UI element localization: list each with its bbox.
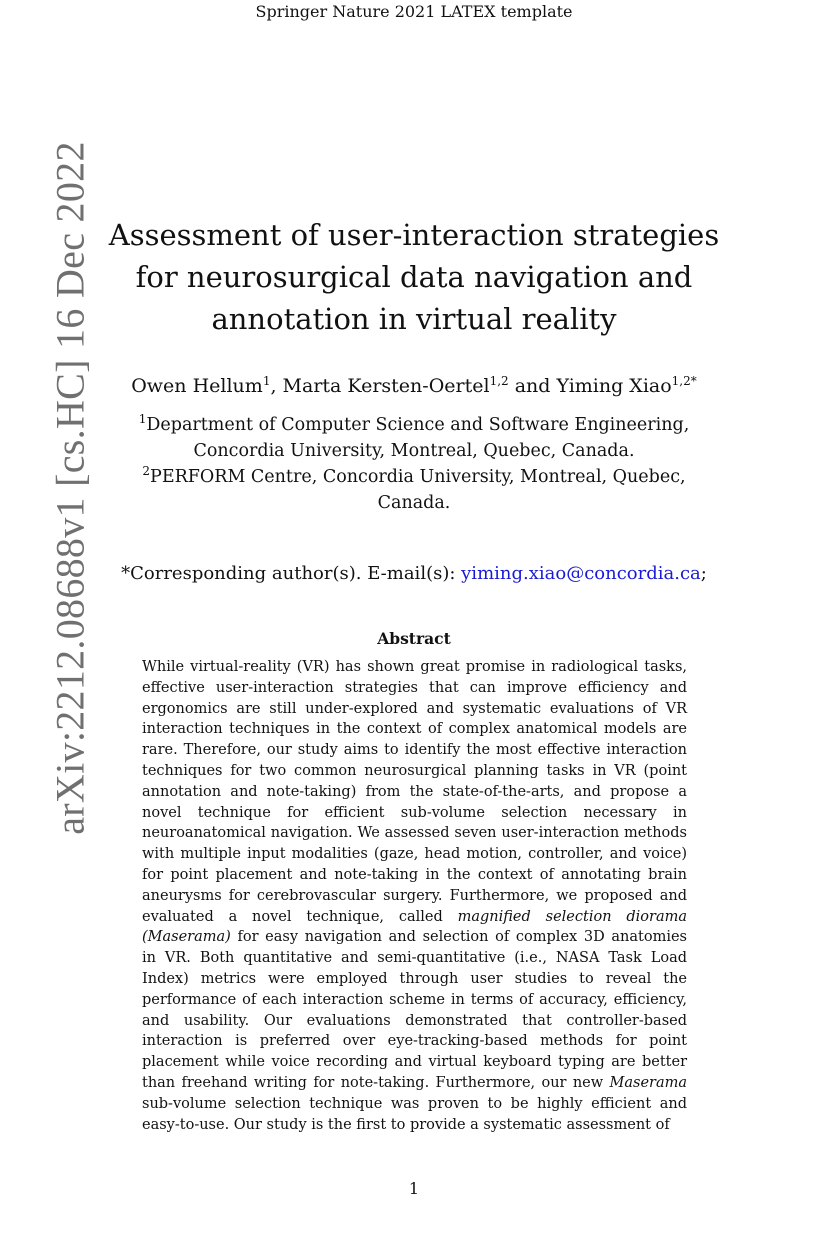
author-name: Owen Hellum <box>131 375 263 397</box>
author-affiliation-mark: 1,2 <box>489 374 509 388</box>
abstract-text: While virtual-reality (VR) has shown great promise in radiological tasks, effective user-interaction strategies that can improve efficiency and ergonomics are still under-explored and systematic evaluations of VR interaction techniques in the context of complex anatomical models are rare. Therefore, our study aims to identify the most effective interaction techniques for two common neurosurgical planning tasks in VR (point annotation and note-taking) from the state-of-the-arts, and propose a novel technique for efficient sub-volume selection necessary in neuroanatomical navigation. We assessed seven user-interaction methods with multiple input modalities (gaze, head motion, controller, and voice) for point placement and note-taking in the context of annotating brain aneurysms for cerebrovascular surgery. Furthermore, we proposed and evaluated a novel technique, called <box>142 659 687 925</box>
email-link[interactable]: yiming.xiao@concordia.ca <box>461 563 701 584</box>
arxiv-identifier-stamp: arXiv:2212.08688v1 [cs.HC] 16 Dec 2022 <box>47 141 93 835</box>
abstract-emphasis: Maserama <box>609 1074 687 1091</box>
affiliation-mark: 2 <box>142 464 151 478</box>
author-separator: , <box>270 375 283 397</box>
author-name: Yiming Xiao <box>556 375 672 397</box>
abstract-text: for easy navigation and selection of complex 3D anatomies in VR. Both quantitative and semi-quantitative (i.e., NASA Task Load Index) metrics were employed through user studies to reveal the performance of each interaction scheme in terms of accuracy, efficiency, and usability. Our evaluations demonstrated that controller-based interaction is preferred over eye-tracking-based methods for point placement while voice recording and virtual keyboard typing are better than freehand writing for note-taking. Furthermore, our new <box>142 929 687 1091</box>
affiliation-mark: 1 <box>138 412 147 426</box>
author-separator: and <box>508 375 557 397</box>
author-affiliation-mark: 1 <box>262 374 271 388</box>
author-list <box>60 372 768 400</box>
affiliation-item <box>110 412 718 464</box>
abstract-heading: Abstract <box>377 629 451 648</box>
affiliation-list <box>110 412 718 516</box>
author-affiliation-mark: 1,2* <box>671 374 697 388</box>
abstract-text: sub-volume selection technique was proven to be highly efficient and easy-to-use. Our study is the first to provide a systematic assessment of <box>142 1095 687 1133</box>
page-number: 1 <box>408 1179 420 1198</box>
corresponding-prefix: *Corresponding author(s). E-mail(s): <box>121 563 462 584</box>
corresponding-suffix: ; <box>700 563 707 584</box>
affiliation-item <box>110 464 718 516</box>
affiliation-text: Department of Computer Science and Software Engineering, Concordia University, Montreal, Quebec, Canada. <box>146 415 690 461</box>
author-name: Marta Kersten-Oertel <box>282 375 490 397</box>
affiliation-text: PERFORM Centre, Concordia University, Montreal, Quebec, Canada. <box>150 467 686 513</box>
paper-title: Assessment of user-interaction strategies for neurosurgical data navigation and annotation in virtual reality <box>108 218 720 336</box>
abstract-emphasis: magnified selection diorama (Maserama) <box>142 908 687 946</box>
running-header: Springer Nature 2021 LATEX template <box>255 2 573 21</box>
abstract-body <box>142 657 687 1135</box>
corresponding-author <box>90 561 738 587</box>
